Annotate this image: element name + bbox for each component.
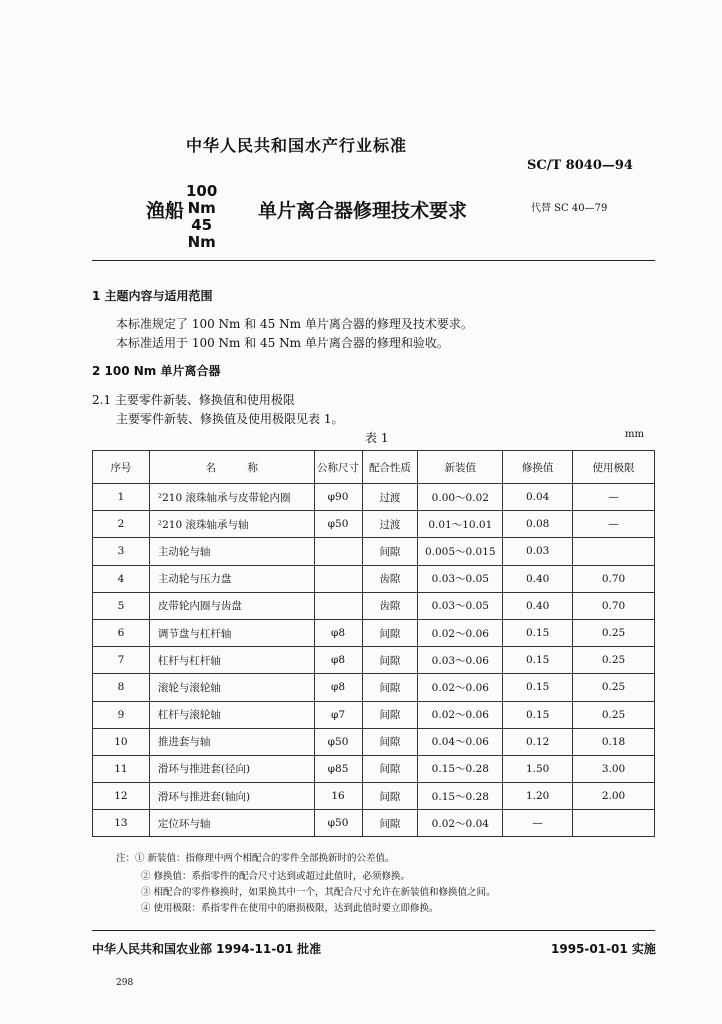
cell-repair-value: 0.15 [503, 647, 573, 674]
cell-name: 滚轮与滚轮轴 [149, 674, 314, 701]
cell-fit-type: 过渡 [362, 484, 418, 511]
standard-org-title: 中华人民共和国水产行业标准 [186, 136, 408, 155]
col-header-nominal-size: 公称尺寸 [314, 451, 362, 484]
cell-nominal-size: φ8 [314, 647, 362, 674]
cell-no: 11 [93, 755, 150, 782]
cell-nominal-size [314, 592, 362, 619]
col-header-service-limit: 使用极限 [573, 451, 655, 484]
cell-service-limit: 0.25 [573, 701, 655, 728]
table-row [93, 647, 655, 674]
cell-fit-type: 间隙 [362, 701, 418, 728]
table-row [93, 511, 655, 538]
cell-new-value: 0.005～0.015 [418, 538, 503, 565]
note-3: ③ 相配合的零件修换时，如果换其中一个，其配合尺寸允许在新装值和修换值之间。 [141, 887, 496, 898]
note-2: ② 修换值：系指零件的配合尺寸达到或超过此值时，必须修换。 [141, 871, 411, 882]
cell-fit-type: 间隙 [362, 538, 418, 565]
cell-repair-value: 0.03 [503, 538, 573, 565]
cell-new-value: 0.03～0.06 [418, 647, 503, 674]
section-1-para-2: 本标准适用于 100 Nm 和 45 Nm 单片离合器的修理和验收。 [116, 336, 449, 350]
title-prefix: 渔船 [146, 200, 185, 222]
cell-name: 推进套与轴 [149, 728, 314, 755]
cell-fit-type: 间隙 [362, 810, 418, 837]
approval-line: 中华人民共和国农业部 1994-11-01 批准 [92, 942, 322, 956]
note-1: 注：① 新装值：指修理中两个相配合的零件全部换新时的公差值。 [116, 853, 395, 864]
cell-service-limit: 0.25 [573, 674, 655, 701]
col-header-repair-value: 修换值 [503, 451, 573, 484]
cell-no: 8 [93, 674, 150, 701]
cell-new-value: 0.02～0.06 [418, 701, 503, 728]
cell-new-value: 0.02～0.04 [418, 810, 503, 837]
cell-service-limit: — [573, 484, 655, 511]
cell-service-limit: 0.70 [573, 565, 655, 592]
cell-nominal-size: φ8 [314, 619, 362, 646]
cell-repair-value: 0.12 [503, 728, 573, 755]
table-row [93, 565, 655, 592]
cell-no: 1 [93, 484, 150, 511]
cell-repair-value: 0.15 [503, 619, 573, 646]
cell-name: 主动轮与轴 [149, 538, 314, 565]
section-2-1-heading: 2.1 主要零件新装、修换值和使用极限 [92, 393, 295, 407]
cell-no: 4 [93, 565, 150, 592]
specs-table [92, 450, 655, 837]
table-row [93, 728, 655, 755]
cell-repair-value: 0.15 [503, 674, 573, 701]
section-1-heading: 1 主题内容与适用范围 [92, 289, 213, 303]
cell-no: 10 [93, 728, 150, 755]
standard-number: SC/T 8040—94 [527, 158, 633, 173]
cell-name: 主动轮与压力盘 [149, 565, 314, 592]
cell-repair-value: 0.04 [503, 484, 573, 511]
cell-fit-type: 间隙 [362, 619, 418, 646]
cell-service-limit: 0.18 [573, 728, 655, 755]
table-row [93, 755, 655, 782]
table-row [93, 538, 655, 565]
cell-new-value: 0.02～0.06 [418, 619, 503, 646]
cell-fit-type: 间隙 [362, 755, 418, 782]
cell-nominal-size: φ7 [314, 701, 362, 728]
title-torque-bottom: 45 Nm [187, 216, 216, 251]
cell-fit-type: 齿隙 [362, 565, 418, 592]
cell-repair-value: 1.50 [503, 755, 573, 782]
cell-repair-value: 0.15 [503, 701, 573, 728]
cell-nominal-size: φ50 [314, 511, 362, 538]
section-2-1-para: 主要零件新装、修换值及使用极限见表 1。 [116, 412, 344, 426]
cell-service-limit: 0.25 [573, 619, 655, 646]
cell-nominal-size: φ8 [314, 674, 362, 701]
cell-name: 杠杆与滚轮轴 [149, 701, 314, 728]
cell-repair-value: 0.08 [503, 511, 573, 538]
cell-no: 6 [93, 619, 150, 646]
effective-date: 1995-01-01 实施 [551, 942, 656, 956]
cell-name: 滑环与推进套(轴向) [149, 783, 314, 810]
cell-no: 12 [93, 783, 150, 810]
cell-name: 杠杆与杠杆轴 [149, 647, 314, 674]
cell-nominal-size: φ85 [314, 755, 362, 782]
cell-new-value: 0.03～0.05 [418, 592, 503, 619]
cell-nominal-size: φ50 [314, 810, 362, 837]
note-4: ④ 使用极限：系指零件在使用中的磨损极限，达到此值时要立即修换。 [141, 903, 439, 914]
cell-fit-type: 间隙 [362, 783, 418, 810]
table-row [93, 701, 655, 728]
section-2-heading: 2 100 Nm 单片离合器 [92, 364, 221, 378]
cell-name: ²210 滚珠轴承与轴 [149, 511, 314, 538]
cell-service-limit [573, 538, 655, 565]
cell-fit-type: 间隙 [362, 647, 418, 674]
cell-service-limit: 2.00 [573, 783, 655, 810]
cell-new-value: 0.00～0.02 [418, 484, 503, 511]
cell-new-value: 0.04～0.06 [418, 728, 503, 755]
title-torque-values [186, 183, 217, 251]
table-row [93, 619, 655, 646]
cell-no: 13 [93, 810, 150, 837]
cell-new-value: 0.15～0.28 [418, 783, 503, 810]
cell-repair-value: — [503, 810, 573, 837]
replaces-note: 代替 SC 40—79 [531, 203, 608, 214]
cell-no: 5 [93, 592, 150, 619]
table-caption: 表 1 [365, 431, 389, 445]
cell-new-value: 0.02～0.06 [418, 674, 503, 701]
col-header-name: 名 称 [149, 451, 314, 484]
table-unit: mm [625, 429, 644, 440]
table-header-row [93, 451, 655, 484]
cell-service-limit [573, 810, 655, 837]
cell-fit-type: 过渡 [362, 511, 418, 538]
col-header-no: 序号 [93, 451, 150, 484]
cell-new-value: 0.03～0.05 [418, 565, 503, 592]
cell-name: 定位环与轴 [149, 810, 314, 837]
cell-new-value: 0.15～0.28 [418, 755, 503, 782]
cell-name: 滑环与推进套(径向) [149, 755, 314, 782]
table-row [93, 810, 655, 837]
header-divider [92, 260, 655, 261]
table-row [93, 674, 655, 701]
col-header-new-value: 新装值 [418, 451, 503, 484]
cell-name: 调节盘与杠杆轴 [149, 619, 314, 646]
section-1-para-1: 本标准规定了 100 Nm 和 45 Nm 单片离合器的修理及技术要求。 [116, 317, 473, 331]
cell-service-limit: — [573, 511, 655, 538]
cell-new-value: 0.01～10.01 [418, 511, 503, 538]
cell-no: 7 [93, 647, 150, 674]
cell-fit-type: 齿隙 [362, 592, 418, 619]
title-torque-top: 100 Nm [186, 182, 218, 217]
cell-nominal-size: φ90 [314, 484, 362, 511]
cell-repair-value: 1.20 [503, 783, 573, 810]
table-row [93, 592, 655, 619]
cell-fit-type: 间隙 [362, 674, 418, 701]
cell-fit-type: 间隙 [362, 728, 418, 755]
cell-nominal-size: 16 [314, 783, 362, 810]
title-suffix: 单片离合器修理技术要求 [258, 200, 468, 222]
footer-divider [92, 930, 655, 931]
table-row [93, 783, 655, 810]
cell-nominal-size: φ50 [314, 728, 362, 755]
cell-repair-value: 0.40 [503, 565, 573, 592]
cell-service-limit: 0.25 [573, 647, 655, 674]
cell-name: 皮带轮内圈与齿盘 [149, 592, 314, 619]
cell-service-limit: 0.70 [573, 592, 655, 619]
cell-no: 3 [93, 538, 150, 565]
cell-nominal-size [314, 538, 362, 565]
table-row [93, 484, 655, 511]
cell-name: ²210 滚珠轴承与皮带轮内圈 [149, 484, 314, 511]
page-number: 298 [116, 978, 134, 988]
cell-nominal-size [314, 565, 362, 592]
cell-repair-value: 0.40 [503, 592, 573, 619]
cell-no: 9 [93, 701, 150, 728]
col-header-fit-type: 配合性质 [362, 451, 418, 484]
cell-service-limit: 3.00 [573, 755, 655, 782]
cell-no: 2 [93, 511, 150, 538]
